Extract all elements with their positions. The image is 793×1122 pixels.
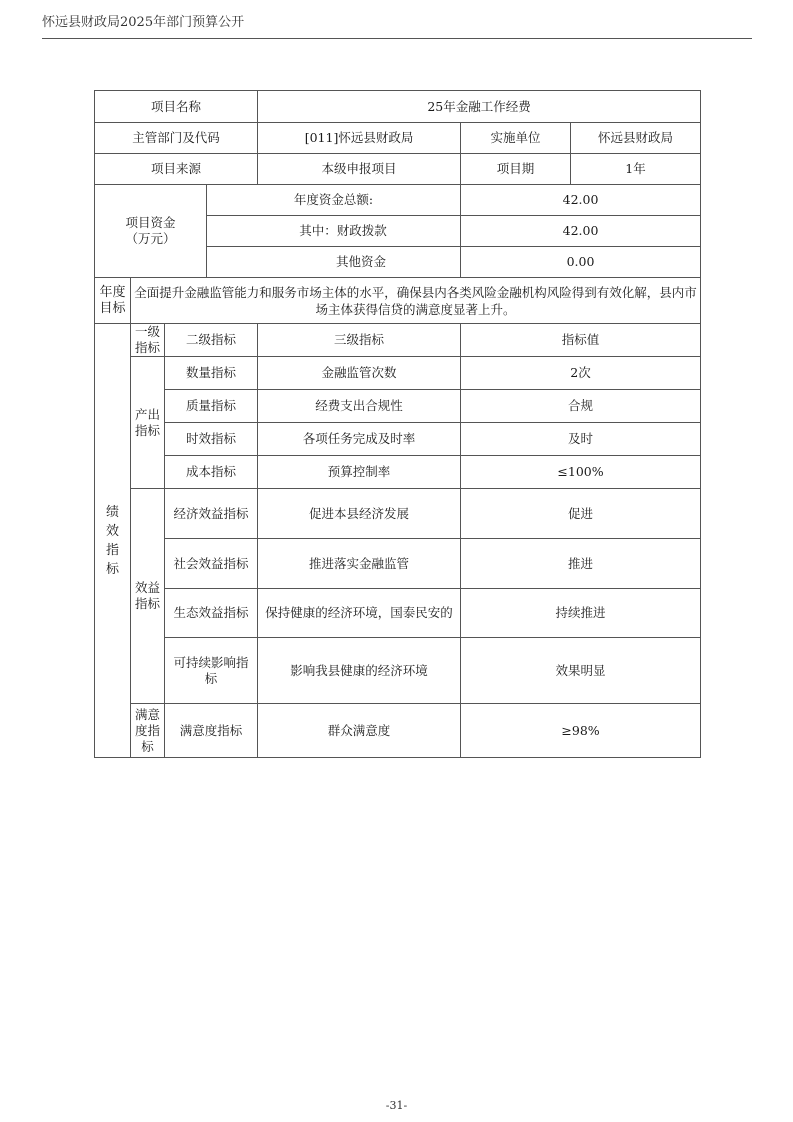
- impl-unit-label: 实施单位: [461, 123, 571, 154]
- project-name-value: 25年金融工作经费: [258, 91, 701, 123]
- funds-label-line1: 项目资金: [125, 215, 176, 230]
- level3-cell: 影响我县健康的经济环境: [258, 638, 461, 704]
- fiscal-label: 其中：财政拨款: [207, 216, 461, 247]
- value-cell: 效果明显: [461, 638, 701, 704]
- level3-cell: 经费支出合规性: [258, 390, 461, 423]
- row-dept: [95, 123, 701, 154]
- value-cell: 2次: [461, 357, 701, 390]
- dept-label: 主管部门及代码: [95, 123, 258, 154]
- table-row: [95, 456, 701, 489]
- group-label-line: 指标: [134, 596, 160, 611]
- col-level3-header: 三级指标: [258, 324, 461, 357]
- group-label-line: 满意: [134, 706, 160, 722]
- fiscal-value: 42.00: [461, 216, 701, 247]
- group-label-line: 度指: [134, 722, 160, 738]
- level2-cell: 成本指标: [165, 456, 258, 489]
- group-label-line: 产出: [134, 406, 160, 422]
- table-row: [95, 589, 701, 638]
- level3-cell: 保持健康的经济环境，国泰民安的: [258, 589, 461, 638]
- perf-label: [95, 324, 131, 758]
- value-cell: 合规: [461, 390, 701, 423]
- perf-label-char: 标: [105, 561, 119, 577]
- dept-value: [011]怀远县财政局: [258, 123, 461, 154]
- total-label: 年度资金总额:: [207, 185, 461, 216]
- level3-cell: 推进落实金融监管: [258, 539, 461, 589]
- level3-cell: 金融监管次数: [258, 357, 461, 390]
- row-annual-goal: [95, 278, 701, 324]
- level2-line: 标: [204, 670, 218, 686]
- page-number: -31-: [385, 1099, 408, 1112]
- level2-cell: [165, 638, 258, 704]
- other-label: 其他资金: [207, 247, 461, 278]
- level2-cell: 质量指标: [165, 390, 258, 423]
- value-cell: ≥98%: [461, 704, 701, 758]
- col-level2-header: 二级指标: [165, 324, 258, 357]
- project-name-label: 项目名称: [95, 91, 258, 123]
- col-value-header: 指标值: [461, 324, 701, 357]
- satisfaction-group-label: [131, 704, 165, 758]
- page-header: 怀远县财政局2025年部门预算公开: [42, 12, 752, 39]
- col-level1-line: 指标: [134, 340, 160, 355]
- source-value: 本级申报项目: [258, 154, 461, 185]
- value-cell: 促进: [461, 489, 701, 539]
- total-value: 42.00: [461, 185, 701, 216]
- impl-unit-value: 怀远县财政局: [571, 123, 701, 154]
- table-row: [95, 390, 701, 423]
- period-label: 项目期: [461, 154, 571, 185]
- goal-label-line2: 目标: [99, 300, 126, 316]
- output-group-label: [131, 357, 165, 489]
- goal-label: [95, 278, 131, 324]
- funds-label-line2: （万元）: [125, 231, 176, 246]
- value-cell: 及时: [461, 423, 701, 456]
- level3-cell: 群众满意度: [258, 704, 461, 758]
- level2-cell: 时效指标: [165, 423, 258, 456]
- level3-cell: 预算控制率: [258, 456, 461, 489]
- group-label-line: 效益: [134, 580, 160, 595]
- table-row: [95, 357, 701, 390]
- row-project-name: [95, 91, 701, 123]
- group-label-line: 指标: [134, 422, 160, 438]
- level2-cell: 数量指标: [165, 357, 258, 390]
- table-row: [95, 423, 701, 456]
- period-value: 1年: [571, 154, 701, 185]
- table-row: [95, 704, 701, 758]
- level2-cell: 经济效益指标: [165, 489, 258, 539]
- col-level1-line: 一级: [134, 324, 160, 339]
- row-source: [95, 154, 701, 185]
- group-label-line: 标: [141, 738, 154, 754]
- level2-cell: 社会效益指标: [165, 539, 258, 589]
- level3-cell: 促进本县经济发展: [258, 489, 461, 539]
- table-row: [95, 489, 701, 539]
- other-value: 0.00: [461, 247, 701, 278]
- row-indicator-header: [95, 324, 701, 357]
- level2-line: 可持续影响指: [173, 654, 249, 670]
- project-performance-table: [94, 90, 701, 758]
- value-cell: 推进: [461, 539, 701, 589]
- table-row: [95, 638, 701, 704]
- perf-label-char: 效: [105, 523, 119, 539]
- value-cell: ≤100%: [461, 456, 701, 489]
- col-level1-header: [131, 324, 165, 357]
- level2-cell: 满意度指标: [165, 704, 258, 758]
- perf-label-char: 指: [105, 542, 119, 558]
- level2-cell: 生态效益指标: [165, 589, 258, 638]
- source-label: 项目来源: [95, 154, 258, 185]
- funds-label: [95, 185, 207, 278]
- value-cell: 持续推进: [461, 589, 701, 638]
- goal-text: 全面提升金融监管能力和服务市场主体的水平，确保县内各类风险金融机构风险得到有效化解，县内市场主体获得信贷的满意度显著上升。: [131, 278, 701, 324]
- row-funds-total: [95, 185, 701, 216]
- benefit-group-label: [131, 489, 165, 704]
- level3-cell: 各项任务完成及时率: [258, 423, 461, 456]
- table-row: [95, 539, 701, 589]
- goal-label-line1: 年度: [99, 284, 126, 300]
- perf-label-char: 绩: [105, 504, 119, 520]
